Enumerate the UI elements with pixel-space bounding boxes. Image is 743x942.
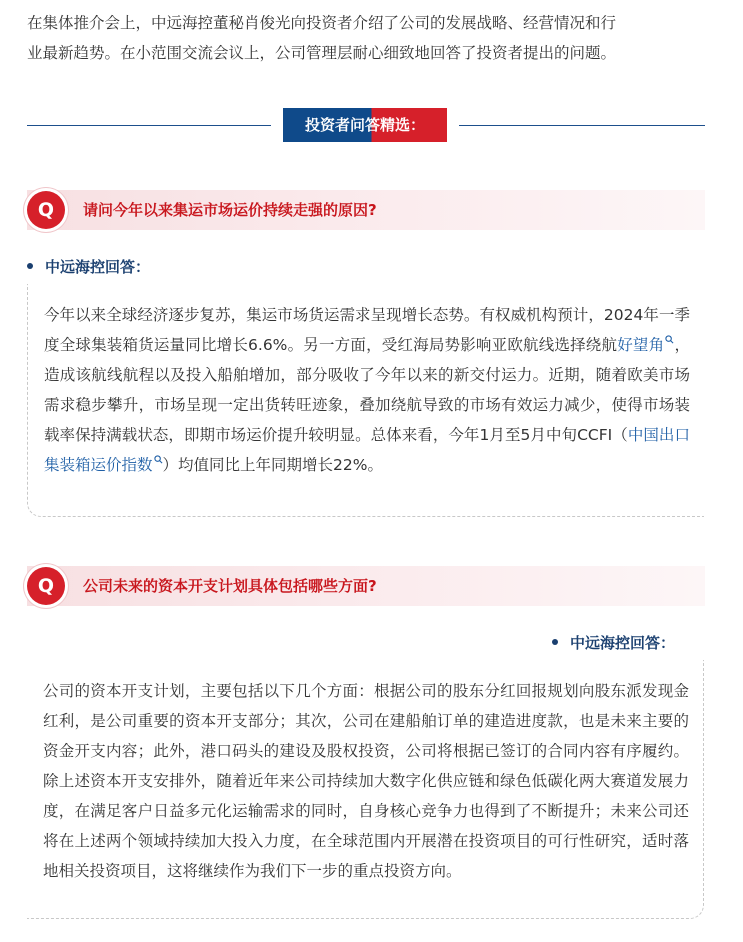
question-1-text: 请问今年以来集运市场运价持续走强的原因? [83, 201, 377, 219]
divider-rule-right [459, 125, 705, 126]
answer-box-2 [27, 660, 704, 919]
search-icon [665, 335, 674, 344]
link-cape-of-good-hope[interactable] [617, 336, 674, 354]
section-title: 投资者问答精选： [283, 108, 447, 142]
intro-line-1: 在集体推介会上，中远海控董秘肖俊光向投资者介绍了公司的发展战略、经营情况和行 [27, 14, 617, 32]
answer-label-1 [27, 256, 150, 278]
q-marker-icon: Q [27, 567, 65, 605]
question-2-text: 公司未来的资本开支计划具体包括哪些方面? [83, 577, 377, 595]
bullet-dot-icon [552, 639, 558, 645]
answer-1-part-1: 今年以来全球经济逐步复苏，集运市场货运需求呈现增长态势。有权威机构预计，2024年一季度全球集装箱货运量同比增长6.6%。另一方面，受红海局势影响亚欧航线选择绕航 [44, 306, 690, 354]
answer-label-1-text: 中远海控回答： [45, 258, 151, 276]
question-bar-1 [27, 190, 705, 230]
answer-label-2 [552, 632, 675, 654]
intro-paragraph [27, 8, 717, 68]
answer-box-1 [27, 284, 704, 517]
question-bar-2 [27, 566, 705, 606]
bullet-dot-icon [27, 263, 33, 269]
intro-line-2: 业最新趋势。在小范围交流会议上，公司管理层耐心细致地回答了投资者提出的问题。 [27, 44, 617, 62]
section-divider [27, 108, 705, 144]
answer-1-part-3: ）均值同比上年同期增长22%。 [162, 456, 383, 474]
q-marker-icon: Q [27, 191, 65, 229]
answer-label-2-text: 中远海控回答： [570, 634, 676, 652]
answer-1-text [28, 284, 704, 480]
answer-1-part-2: ，造成该航线航程以及投入船舶增加，部分吸收了今年以来的新交付运力。近期，随着欧美市场需求稳步攀升，市场呈现一定出货转旺迹象，叠加绕航导致的市场有效运力减少，使得市场装载率保持满载状态，即期市场运价提升较明显。总体来看，今年1月至5月中旬CCFI（ [44, 336, 690, 444]
link-2-label: 中国出口集装箱运价指数 [44, 426, 690, 474]
search-icon [154, 455, 163, 464]
answer-2-text: 公司的资本开支计划，主要包括以下几个方面：根据公司的股东分红回报规划向股东派发现金红利，是公司重要的资本开支部分；其次，公司在建船舶订单的建造进度款，也是未来主要的资金开支内容；此外，港口码头的建设及股权投资，公司将根据已签订的合同内容有序履约。除上述资本开支安排外，随着近年来公司持续加大数字化供应链和绿色低碳化两大赛道发展力度，在满足客户日益多元化运输需求的同时，自身核心竞争力也得到了不断提升；未来公司还将在上述两个领域持续加大投入力度，在全球范围内开展潜在投资项目的可行性研究，适时落地相关投资项目，这将继续作为我们下一步的重点投资方向。 [43, 682, 689, 880]
link-1-label: 好望角 [617, 336, 665, 354]
divider-rule-left [27, 125, 271, 126]
